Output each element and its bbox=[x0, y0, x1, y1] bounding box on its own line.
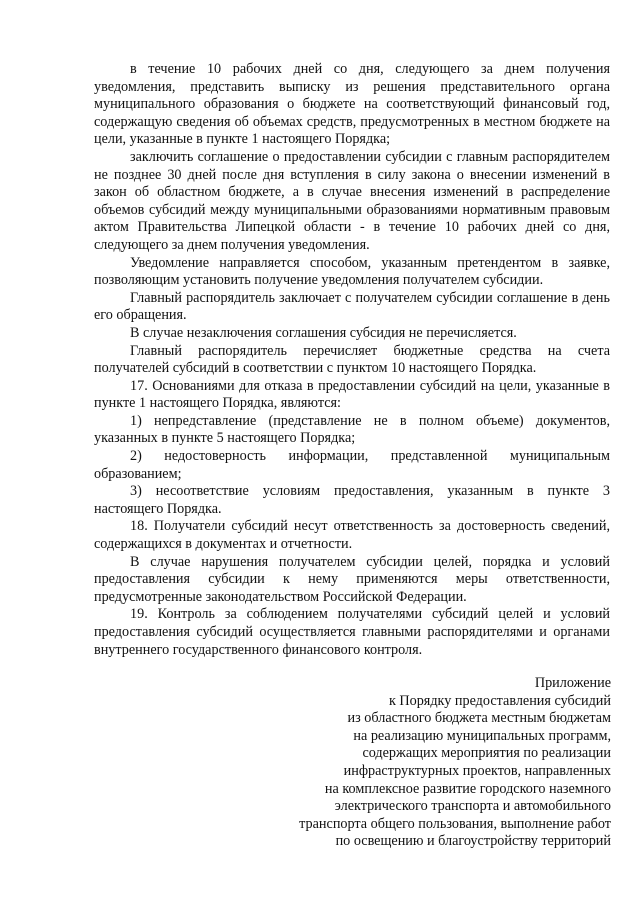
appendix-line: из областного бюджета местным бюджетам bbox=[347, 710, 611, 727]
paragraph-submit-extract: в течение 10 рабочих дней со дня, следующего за днем получения уведомления, представить выписку из решения представительного органа муниципального образования о бюджете на соответствующий финансовый год, содержащую сведения об объемах средств, предусмотренных в местном бюджете на цели, указанные в пункте 1 настоящего Порядка; bbox=[94, 61, 610, 148]
appendix-line: по освещению и благоустройству территорий bbox=[335, 833, 611, 850]
appendix-line: на реализацию муниципальных программ, bbox=[353, 727, 611, 744]
paragraph-19-control: 19. Контроль за соблюдением получателями субсидий целей и условий предоставления субсидий осуществляется главными распорядителями и органами внутреннего государственного финансового контроля. bbox=[94, 606, 610, 658]
paragraph-refusal-item-3: 3) несоответствие условиям предоставления, указанным в пункте 3 настоящего Порядка. bbox=[94, 483, 610, 517]
paragraph-notification-method: Уведомление направляется способом, указанным претендентом в заявке, позволяющим установить получение уведомления получателем субсидии. bbox=[94, 254, 610, 289]
appendix-line: электрического транспорта и автомобильного bbox=[334, 798, 611, 815]
paragraph-refusal-item-2: 2) недостоверность информации, представленной муниципальным образованием; bbox=[94, 448, 610, 482]
paragraph-funds-transfer: Главный распорядитель перечисляет бюджетные средства на счета получателей субсидий в соответствии с пунктом 10 настоящего Порядка. bbox=[94, 342, 610, 377]
paragraph-no-agreement: В случае незаключения соглашения субсидия не перечисляется. bbox=[130, 324, 517, 341]
appendix-line: на комплексное развитие городского наземного bbox=[324, 780, 611, 797]
appendix-line: транспорта общего пользования, выполнение работ bbox=[299, 815, 611, 832]
appendix-heading bbox=[231, 675, 611, 851]
appendix-line: содержащих мероприятия по реализации bbox=[362, 745, 611, 762]
appendix-line: к Порядку предоставления субсидий bbox=[388, 692, 611, 709]
paragraph-agreement-day: Главный распорядитель заключает с получателем субсидии соглашение в день его обращения. bbox=[94, 289, 610, 324]
paragraph-17-refusal-grounds: 17. Основаниями для отказа в предоставлении субсидий на цели, указанные в пункте 1 настоящего Порядка, являются: bbox=[94, 377, 610, 412]
paragraph-refusal-item-1: 1) непредставление (представление не в полном объеме) документов, указанных в пункте 5 настоящего Порядка; bbox=[94, 412, 610, 447]
paragraph-violation-measures: В случае нарушения получателем субсидии целей, порядка и условий предоставления субсидии к нему применяются меры ответственности, предусмотренные законодательством Российской Федерации. bbox=[94, 553, 610, 605]
appendix-line: инфраструктурных проектов, направленных bbox=[343, 762, 611, 779]
appendix-title: Приложение bbox=[534, 675, 611, 691]
paragraph-18-responsibility: 18. Получатели субсидий несут ответственность за достоверность сведений, содержащихся в документах и отчетности. bbox=[94, 518, 610, 553]
paragraph-conclude-agreement: заключить соглашение о предоставлении субсидии с главным распорядителем не позднее 30 дней после дня вступления в силу закона о внесении изменений в закон об областном бюджете, а в случае внесения изменений в распределение объемов субсидий между муниципальными образованиями нормативным правовым актом Правительства Липецкой области - в течение 10 рабочих дней со дня, следующего за днем получения уведомления. bbox=[94, 148, 610, 253]
document-body bbox=[94, 61, 610, 659]
